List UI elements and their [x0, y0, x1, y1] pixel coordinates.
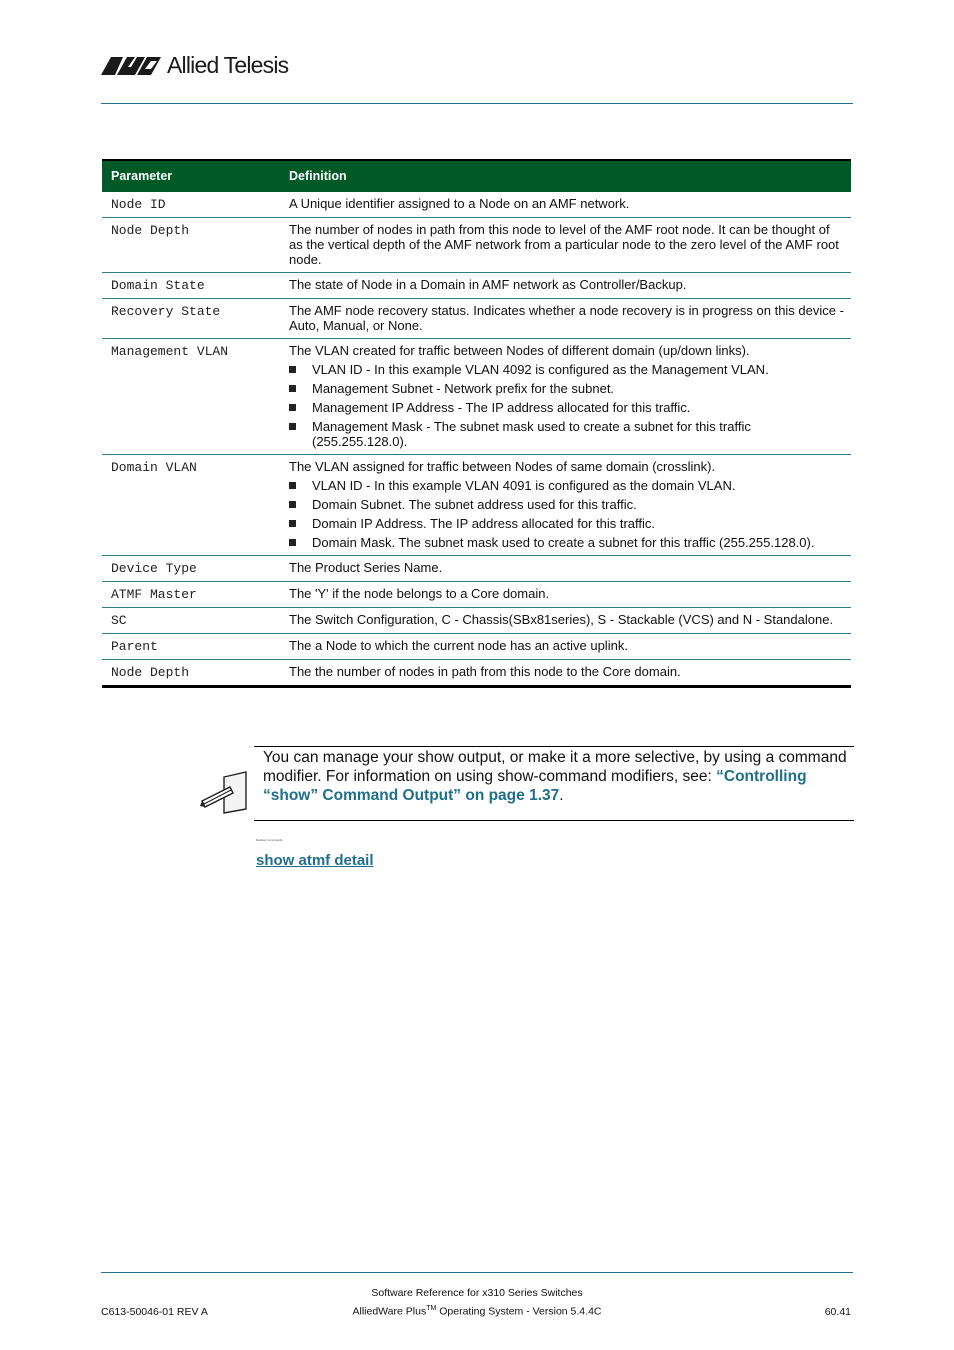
footer-doc-id: C613-50046-01 REV A	[101, 1306, 208, 1318]
table-row	[102, 455, 851, 556]
table-row	[102, 608, 851, 634]
cross-reference-link[interactable]: “Controlling “show” Command Output” on page 1.37	[263, 768, 807, 804]
param-cell: Node Depth	[102, 660, 282, 687]
allied-telesis-logo-icon	[101, 55, 163, 75]
param-cell: ATMF Master	[102, 582, 282, 608]
table-row	[102, 273, 851, 299]
related-commands-heading: Related Commands	[256, 838, 283, 842]
definition-cell: The number of nodes in path from this node to level of the AMF root node. It can be thought of as the vertical depth of the AMF network from a particular node to the zero level of the AMF root node.	[282, 218, 851, 273]
bullet-item: Domain Mask. The subnet mask used to create a subnet for this traffic (255.255.128.0).	[289, 535, 845, 550]
param-cell: Device Type	[102, 556, 282, 582]
header-rule	[101, 103, 853, 104]
bullet-list	[289, 362, 845, 449]
logo-text: Allied Telesis	[167, 52, 289, 78]
definition-cell	[282, 455, 851, 556]
param-cell: Domain VLAN	[102, 455, 282, 556]
table-row	[102, 660, 851, 687]
definition-cell	[282, 339, 851, 455]
pencil-note-icon	[200, 771, 248, 820]
footer-title: Software Reference for x310 Series Switches	[371, 1287, 583, 1299]
table-row	[102, 556, 851, 582]
bullet-item: VLAN ID - In this example VLAN 4091 is configured as the domain VLAN.	[289, 478, 845, 493]
definition-text: The VLAN created for traffic between Nodes of different domain (up/down links).	[289, 343, 750, 358]
note-text	[263, 748, 853, 805]
table-row	[102, 299, 851, 339]
definition-cell: The Switch Configuration, C - Chassis(SBx81series), S - Stackable (VCS) and N - Standalone.	[282, 608, 851, 634]
definition-cell: A Unique identifier assigned to a Node on an AMF network.	[282, 192, 851, 218]
footer-os-version-text: Operating System - Version 5.4.4C	[436, 1305, 602, 1318]
definition-cell: The Product Series Name.	[282, 556, 851, 582]
bullet-list	[289, 478, 845, 550]
param-cell: Recovery State	[102, 299, 282, 339]
definition-cell: The AMF node recovery status. Indicates whether a node recovery is in progress on this device - Auto, Manual, or None.	[282, 299, 851, 339]
note-body: You can manage your show output, or make it a more selective, by using a command modifier. For information on using show-command modifiers, see:	[263, 749, 847, 785]
related-command-link[interactable]: show atmf detail	[256, 852, 374, 869]
param-cell: Parent	[102, 634, 282, 660]
bullet-item: Management Subnet - Network prefix for the subnet.	[289, 381, 845, 396]
footer-rule	[101, 1272, 853, 1273]
param-cell: Management VLAN	[102, 339, 282, 455]
definition-cell: The 'Y' if the node belongs to a Core domain.	[282, 582, 851, 608]
bullet-item: Management Mask - The subnet mask used to create a subnet for this traffic (255.255.128.0).	[289, 419, 845, 449]
table-header-row	[102, 160, 851, 192]
company-logo	[101, 52, 288, 78]
note-tail: .	[559, 787, 564, 804]
note-bottom-rule	[254, 820, 854, 821]
footer-os-name: AlliedWare Plus	[352, 1305, 427, 1318]
bullet-item: Management IP Address - The IP address allocated for this traffic.	[289, 400, 845, 415]
footer-os-version	[0, 1305, 954, 1318]
definition-cell: The state of Node in a Domain in AMF network as Controller/Backup.	[282, 273, 851, 299]
header-definition: Definition	[282, 160, 851, 192]
table-row	[102, 634, 851, 660]
param-cell: Domain State	[102, 273, 282, 299]
bullet-item: VLAN ID - In this example VLAN 4092 is configured as the Management VLAN.	[289, 362, 845, 377]
table-row	[102, 582, 851, 608]
param-cell: Node Depth	[102, 218, 282, 273]
definition-cell: The the number of nodes in path from this node to the Core domain.	[282, 660, 851, 687]
table-row	[102, 218, 851, 273]
note-top-rule	[254, 746, 854, 747]
table-row	[102, 192, 851, 218]
footer-page-number: 60.41	[824, 1306, 851, 1318]
header-parameter: Parameter	[102, 160, 282, 192]
footer-trademark: TM	[426, 1305, 437, 1312]
param-cell: SC	[102, 608, 282, 634]
parameter-table	[102, 159, 851, 688]
bullet-item: Domain Subnet. The subnet address used for this traffic.	[289, 497, 845, 512]
param-cell: Node ID	[102, 192, 282, 218]
bullet-item: Domain IP Address. The IP address allocated for this traffic.	[289, 516, 845, 531]
definition-cell: The a Node to which the current node has an active uplink.	[282, 634, 851, 660]
table-row	[102, 339, 851, 455]
definition-text: The VLAN assigned for traffic between Nodes of same domain (crosslink).	[289, 459, 716, 474]
